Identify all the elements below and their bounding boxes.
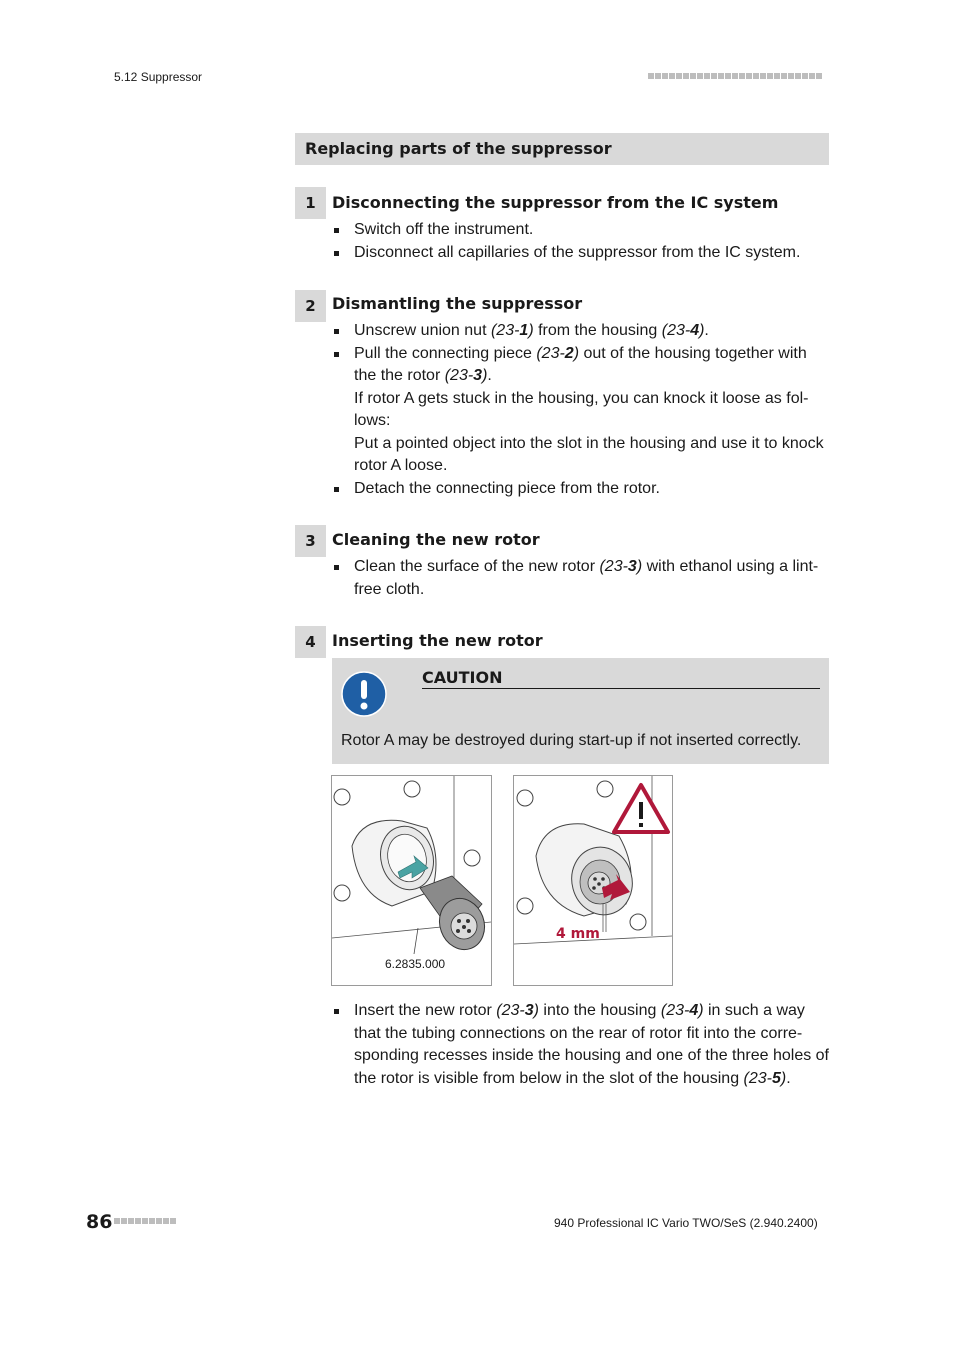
list-item: Unscrew union nut (23-1) from the housing (23-4). xyxy=(332,320,829,343)
step2-list xyxy=(332,320,829,500)
list-item: Switch off the instrument. xyxy=(332,219,829,242)
note-paragraph: Put a pointed object into the slot in the housing and use it to knock rotor A loose. xyxy=(354,434,824,474)
step1-list xyxy=(332,219,829,264)
list-item: Disconnect all capillaries of the suppressor from the IC system. xyxy=(332,242,829,265)
section-title-bar xyxy=(295,133,829,165)
step-number-2: 2 xyxy=(295,290,326,322)
caution-text: Rotor A may be destroyed during start-up if not inserted correctly. xyxy=(341,732,802,749)
list-item: Clean the surface of the new rotor (23-3) with ethanol using a lint-free cloth. xyxy=(332,556,829,601)
step-title-4: Inserting the new rotor xyxy=(332,631,543,650)
list-item: Detach the connecting piece from the rotor. xyxy=(332,478,829,501)
list-item: Insert the new rotor (23-3) into the housing (23-4) in such a way that the tubing connections on the rear of rotor fit into the corre- sponding recesses inside the housing and one of the three holes of the rotor is visible from below in the slot of the housing (23-5). xyxy=(332,1000,829,1090)
caution-box xyxy=(332,658,829,764)
rotor-depth-illustration xyxy=(514,776,672,985)
step-number-4: 4 xyxy=(295,626,326,658)
step-title-3: Cleaning the new rotor xyxy=(332,530,540,549)
step-title-1: Disconnecting the suppressor from the IC system xyxy=(332,193,779,212)
part-number-label: 6.2835.000 xyxy=(385,957,446,971)
caution-title: CAUTION xyxy=(422,668,820,689)
product-name: 940 Professional IC Vario TWO/SeS (2.940.2400) xyxy=(554,1216,818,1230)
step-number-1: 1 xyxy=(295,187,326,219)
depth-label: 4 mm xyxy=(556,926,600,942)
step4-list xyxy=(332,1000,829,1090)
figure-rotor-insertion xyxy=(331,775,492,986)
header-decoration-squares xyxy=(648,73,822,79)
list-item: Pull the connecting piece (23-2) out of the housing together with the the rotor (23-3). If rotor A gets stuck in the housing, you can knock it loose as fol- lows: Put a pointed object into the slot in the housing and use it to knock rotor A loose. xyxy=(332,343,829,478)
step-number-3: 3 xyxy=(295,525,326,557)
rotor-insertion-illustration xyxy=(332,776,491,985)
page-number: 86 xyxy=(86,1211,113,1233)
step-title-2: Dismantling the suppressor xyxy=(332,294,583,313)
section-title: Replacing parts of the suppressor xyxy=(305,139,612,158)
exclamation-icon xyxy=(340,670,388,718)
figure-rotor-depth xyxy=(513,775,673,986)
running-header-section: 5.12 Suppressor xyxy=(114,70,203,84)
note-paragraph: If rotor A gets stuck in the housing, you can knock it loose as fol- lows: xyxy=(354,389,809,429)
step3-list xyxy=(332,556,829,601)
footer-decoration-squares xyxy=(114,1218,176,1224)
